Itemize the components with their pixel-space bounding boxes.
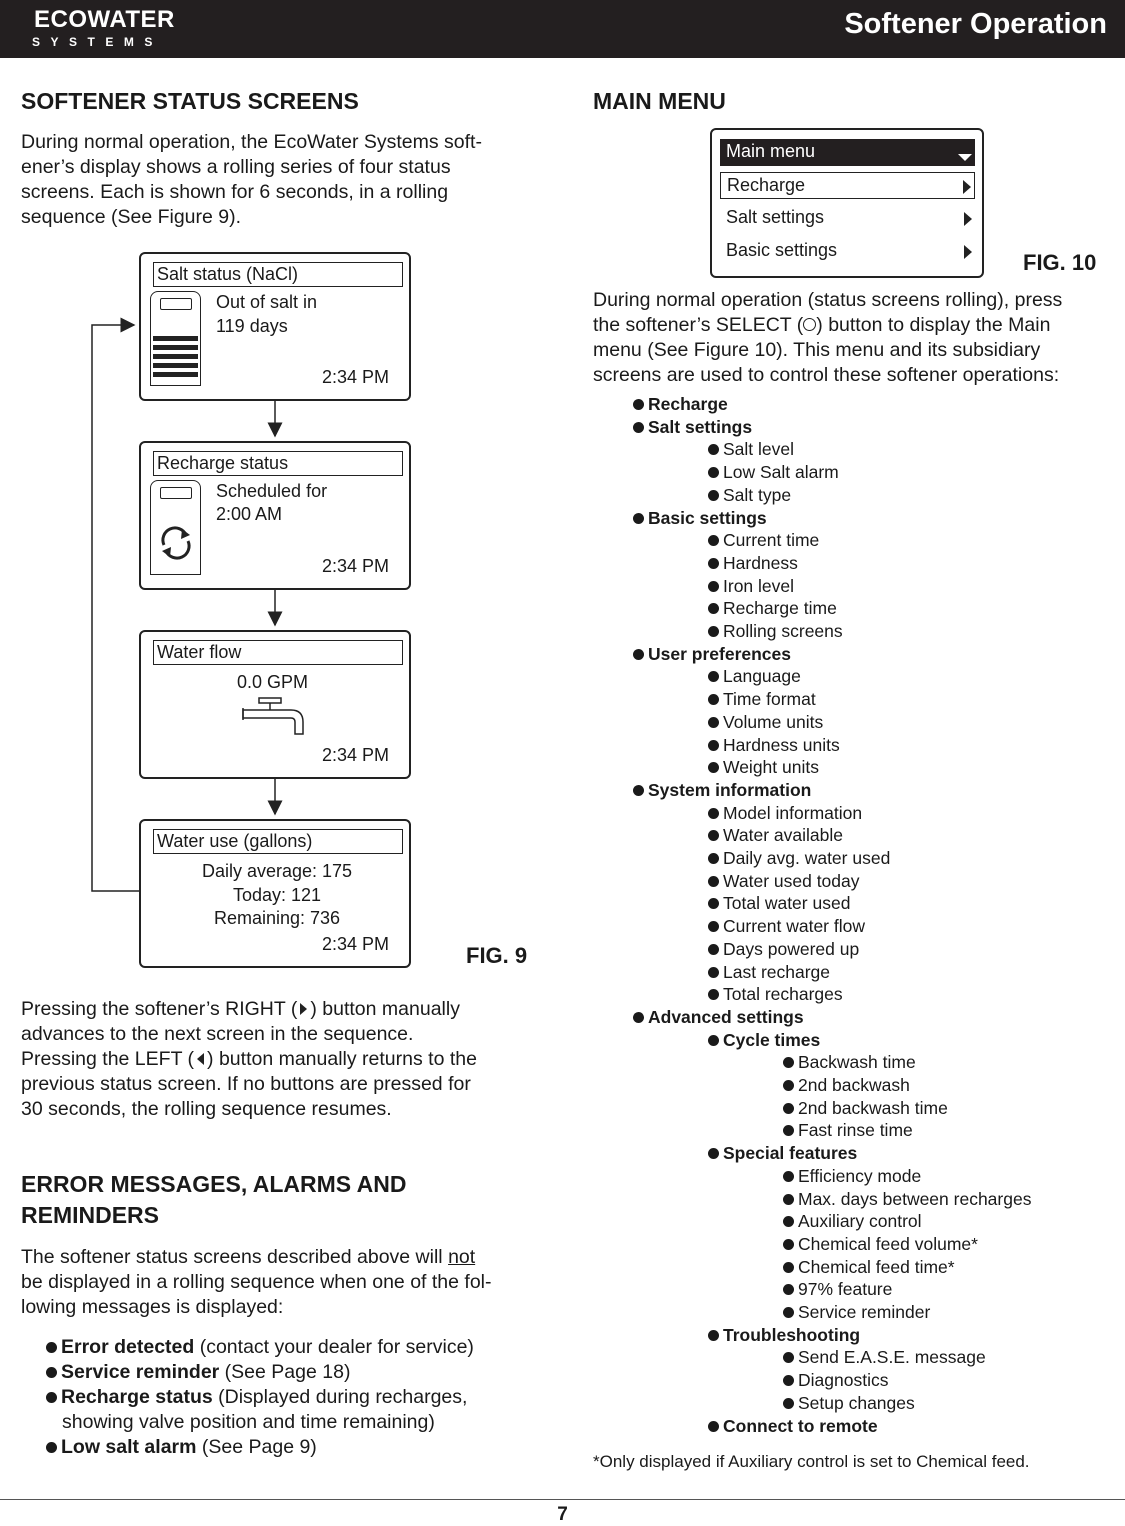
error-intro-paragraph: [21, 1245, 541, 1320]
menu-tree-item: [708, 688, 816, 710]
menu-tree-item: [783, 1051, 916, 1073]
menu-tree-item: [633, 1006, 804, 1028]
menu-tree-label: Backwash time: [798, 1052, 916, 1073]
menu-tree-label: Max. days between recharges: [798, 1188, 1032, 1209]
menu-tree-item: [783, 1256, 955, 1278]
bullet-icon: [708, 967, 719, 978]
bullet-icon: [708, 603, 719, 614]
menu-tree-item: [783, 1097, 948, 1119]
menu-tree-item: [708, 665, 801, 687]
menu-tree-item: [708, 756, 819, 778]
bullet-icon: [708, 808, 719, 819]
menu-tree-item: [783, 1233, 978, 1255]
figure-10-label: FIG. 10: [1023, 250, 1097, 275]
menu-tree-label: Total water used: [723, 893, 851, 914]
para-text: ) button manually: [310, 998, 460, 1020]
menu-tree-item: [708, 824, 843, 846]
menu-tree-label: Efficiency mode: [798, 1165, 922, 1186]
para-text: ) button to display the Main: [816, 314, 1051, 336]
bullet-icon: [783, 1194, 794, 1205]
screen-time: 2:34 PM: [321, 934, 389, 954]
para-line: During normal operation (status screens rolling), press: [593, 289, 1063, 311]
menu-tree-label: Time format: [723, 689, 816, 710]
menu-tree-item: [633, 416, 752, 438]
bullet-icon: [46, 1342, 57, 1353]
menu-tree-item: [783, 1165, 921, 1187]
arrow-right-icon: [963, 180, 971, 194]
recharge-status-line: 2:00 AM: [216, 504, 283, 524]
para-text: Pressing the LEFT (: [21, 1048, 195, 1070]
bullet-icon: [708, 1421, 719, 1432]
menu-tree-label: Advanced settings: [648, 1006, 804, 1027]
screen-time: 2:34 PM: [321, 556, 389, 576]
menu-tree-label: User preferences: [648, 643, 791, 664]
bullet-icon: [708, 944, 719, 955]
menu-tree-item: [708, 1029, 820, 1051]
menu-tree-item: [783, 1188, 1031, 1210]
bullet-icon: [633, 513, 644, 524]
menu-item-basic-settings[interactable]: Basic settings: [720, 238, 975, 265]
bullet-icon: [708, 1330, 719, 1341]
bullet-icon: [708, 1035, 719, 1046]
bullet-icon: [783, 1057, 794, 1068]
menu-tree-item: [783, 1119, 913, 1141]
menu-tree-item: [708, 870, 860, 892]
menu-tree-label: Chemical feed volume*: [798, 1233, 978, 1254]
select-button-icon: [803, 318, 816, 331]
menu-tree-label: Days powered up: [723, 938, 860, 959]
bullet-icon: [783, 1375, 794, 1386]
menu-tree-item: [708, 461, 839, 483]
menu-tree-label: Recharge: [648, 394, 728, 414]
bullet-icon: [708, 444, 719, 455]
menu-tree-item: [708, 711, 823, 733]
water-use-line: Today: 121: [232, 885, 322, 905]
menu-tree-label: 2nd backwash: [798, 1075, 910, 1095]
screen-time: 2:34 PM: [321, 745, 389, 765]
salt-tank-icon: [150, 291, 201, 386]
bullet-icon: [708, 762, 719, 773]
menu-tree-item: [708, 1324, 860, 1346]
recharge-cycle-icon: [156, 523, 196, 563]
para-line: During normal operation, the EcoWater Systems soft-: [21, 131, 482, 153]
menu-tree-label: Cycle times: [723, 1029, 821, 1050]
menu-title-bar: Main menu: [720, 139, 975, 166]
bullet-icon: [708, 694, 719, 705]
error-item: Error detected (contact your dealer for service): [46, 1335, 474, 1360]
menu-tree-label: Low Salt alarm: [723, 462, 839, 483]
bullet-icon: [633, 1012, 644, 1023]
bullet-icon: [708, 535, 719, 546]
bullet-icon: [708, 671, 719, 682]
menu-tree-item: [633, 507, 767, 529]
menu-tree-label: Water used today: [723, 870, 860, 891]
menu-tree-item: [708, 620, 843, 642]
bullet-icon: [46, 1367, 57, 1378]
menu-tree-item: [708, 938, 859, 960]
page-title: Softener Operation: [844, 8, 1107, 40]
menu-tree-item: [708, 961, 830, 983]
para-text: Pressing the softener’s RIGHT (: [21, 998, 298, 1020]
chevron-down-icon: [958, 154, 972, 161]
menu-tree-label: Auxiliary control: [798, 1211, 922, 1232]
menu-tree-label: Current water flow: [723, 916, 865, 937]
menu-tree-item: [708, 438, 794, 460]
menu-tree-label: 97% feature: [798, 1279, 893, 1300]
menu-tree-item: [708, 892, 850, 914]
menu-tree-item: [708, 983, 843, 1005]
menu-tree-label: Service reminder: [798, 1302, 931, 1322]
main-menu-screen: [710, 128, 984, 278]
para-line: screens. Each is shown for 6 seconds, in a rolling: [21, 181, 449, 203]
menu-tree-item: [708, 1142, 857, 1164]
para-line: advances to the next screen in the sequence.: [21, 1023, 414, 1045]
menu-tree-label: Special features: [723, 1143, 858, 1164]
menu-tree-item: [708, 484, 791, 506]
screen-title: Recharge status: [153, 451, 403, 476]
bullet-icon: [708, 989, 719, 1000]
recharge-tank-icon: [150, 480, 201, 575]
menu-tree-item: [783, 1392, 915, 1414]
brand-logo: ECOWATER: [34, 6, 175, 33]
salt-status-line: 119 days: [216, 316, 288, 336]
para-line: be displayed in a rolling sequence when one of the fol-: [21, 1271, 492, 1293]
menu-tree-item: [708, 915, 865, 937]
bullet-icon: [46, 1442, 57, 1453]
menu-tree-item: [783, 1301, 930, 1323]
footer-divider: [0, 1499, 1125, 1500]
salt-status-screen: [139, 252, 411, 401]
recharge-status-screen: [139, 441, 411, 590]
menu-tree-item: [708, 1415, 878, 1437]
para-line: screens are used to control these softener operations:: [593, 364, 1060, 386]
bullet-icon: [783, 1398, 794, 1409]
menu-tree-label: Total recharges: [723, 984, 843, 1005]
menu-tree-item: [708, 734, 840, 756]
screen-title: Water use (gallons): [153, 829, 403, 854]
bullet-icon: [783, 1103, 794, 1114]
arrow-right-icon: [964, 212, 972, 226]
menu-tree-label: Volume units: [723, 711, 824, 732]
menu-tree-item: [783, 1278, 892, 1300]
bullet-icon: [46, 1392, 57, 1403]
menu-tree-label: Recharge time: [723, 598, 837, 619]
bullet-icon: [633, 785, 644, 796]
error-item: Low salt alarm (See Page 9): [46, 1435, 317, 1460]
menu-tree-item: [783, 1346, 986, 1368]
brand-logo-sub: SYSTEMS: [32, 35, 163, 49]
bullet-icon: [783, 1171, 794, 1182]
para-line: lowing messages is displayed:: [21, 1296, 284, 1318]
menu-tree-item: [708, 597, 837, 619]
menu-tree-item: [708, 529, 819, 551]
menu-tree-label: Salt level: [723, 439, 795, 460]
menu-tree-label: Chemical feed time*: [798, 1256, 955, 1277]
navigation-paragraph: [21, 997, 541, 1122]
bullet-icon: [708, 490, 719, 501]
menu-tree-item: [633, 643, 791, 665]
recharge-status-line: Scheduled for: [216, 481, 328, 501]
menu-tree-item: [783, 1074, 910, 1096]
main-menu-heading: MAIN MENU: [593, 88, 726, 114]
faucet-icon: [241, 696, 311, 736]
bullet-icon: [783, 1352, 794, 1363]
para-line: previous status screen. If no buttons are pressed for: [21, 1073, 471, 1095]
screen-title: Water flow: [153, 640, 403, 665]
menu-tree-label: Hardness units: [723, 734, 840, 755]
menu-tree-label: Connect to remote: [723, 1415, 878, 1436]
error-item: Service reminder (See Page 18): [46, 1360, 350, 1385]
bullet-icon: [708, 717, 719, 728]
water-flow-value: 0.0 GPM: [237, 672, 309, 692]
menu-tree-label: 2nd backwash time: [798, 1097, 948, 1118]
menu-tree-label: Setup changes: [798, 1392, 915, 1413]
menu-tree-label: Iron level: [723, 575, 795, 596]
water-use-line: Daily average: 175: [201, 861, 353, 881]
menu-tree-label: Salt type: [723, 484, 792, 505]
status-screens-heading: SOFTENER STATUS SCREENS: [21, 88, 359, 114]
water-use-line: Remaining: 736: [213, 908, 341, 928]
bullet-icon: [783, 1239, 794, 1250]
menu-tree-label: Basic settings: [648, 507, 767, 528]
menu-tree-label: Daily avg. water used: [723, 848, 891, 868]
menu-tree-label: Water available: [723, 825, 843, 846]
footnote: *Only displayed if Auxiliary control is set to Chemical feed.: [593, 1452, 1030, 1471]
bullet-icon: [708, 740, 719, 751]
bullet-icon: [708, 921, 719, 932]
para-text: the softener’s SELECT (: [593, 314, 804, 336]
para-line: sequence (See Figure 9).: [21, 206, 242, 228]
screen-time: 2:34 PM: [321, 367, 389, 387]
menu-tree-label: Salt settings: [648, 416, 753, 437]
water-flow-screen: [139, 630, 411, 779]
bullet-icon: [708, 830, 719, 841]
screen-title: Salt status (NaCl): [153, 262, 403, 287]
bullet-icon: [708, 1148, 719, 1159]
figure-9-label: FIG. 9: [466, 943, 528, 968]
bullet-icon: [783, 1262, 794, 1273]
menu-tree-label: Last recharge: [723, 961, 831, 982]
para-text: The softener status screens described above will: [21, 1246, 449, 1268]
menu-tree-item: [633, 779, 811, 801]
para-line: menu (See Figure 10). This menu and its subsidiary: [593, 339, 1041, 361]
menu-tree-label: Language: [723, 666, 801, 687]
bullet-icon: [783, 1125, 794, 1136]
bullet-icon: [633, 399, 644, 410]
water-use-screen: [139, 819, 411, 968]
menu-item-salt-settings[interactable]: Salt settings: [720, 205, 975, 232]
menu-tree-label: Hardness: [723, 552, 798, 573]
menu-item-recharge[interactable]: Recharge: [720, 172, 975, 199]
menu-tree-label: Model information: [723, 802, 863, 823]
menu-tree-label: Troubleshooting: [723, 1324, 861, 1345]
menu-tree-label: Diagnostics: [798, 1370, 889, 1391]
bullet-icon: [708, 581, 719, 592]
error-heading: ERROR MESSAGES, ALARMS AND: [21, 1171, 407, 1197]
menu-tree-label: Weight units: [723, 757, 819, 778]
menu-tree-label: Send E.A.S.E. message: [798, 1347, 986, 1368]
menu-tree-item: [783, 1210, 922, 1232]
bullet-icon: [783, 1216, 794, 1227]
bullet-icon: [633, 422, 644, 433]
bullet-icon: [783, 1284, 794, 1295]
bullet-icon: [708, 467, 719, 478]
arrow-right-icon: [964, 245, 972, 259]
bullet-icon: [783, 1080, 794, 1091]
error-heading-cont: REMINDERS: [21, 1202, 160, 1228]
menu-tree-label: System information: [648, 779, 812, 800]
underlined-not: not: [448, 1246, 476, 1268]
bullet-icon: [708, 558, 719, 569]
menu-tree-label: Fast rinse time: [798, 1120, 913, 1141]
right-arrow-icon: [300, 1003, 307, 1015]
left-arrow-icon: [197, 1053, 204, 1065]
page-number: 7: [557, 1504, 568, 1525]
bullet-icon: [633, 649, 644, 660]
menu-tree-item: [708, 802, 862, 824]
error-item: Recharge status (Displayed during recharges,: [46, 1385, 467, 1410]
bullet-icon: [708, 626, 719, 637]
bullet-icon: [708, 898, 719, 909]
menu-tree-item: [708, 575, 794, 597]
salt-status-line: Out of salt in: [216, 292, 318, 312]
bullet-icon: [708, 853, 719, 864]
para-line: 30 seconds, the rolling sequence resumes.: [21, 1098, 392, 1120]
menu-tree-label: Current time: [723, 530, 820, 551]
error-item-cont: showing valve position and time remaining): [62, 1411, 435, 1433]
menu-tree-item: [783, 1369, 888, 1391]
para-text: ) button manually returns to the: [207, 1048, 477, 1070]
para-line: ener’s display shows a rolling series of four status: [21, 156, 451, 178]
bullet-icon: [708, 876, 719, 887]
menu-intro-paragraph: [593, 288, 1118, 388]
menu-tree-label: Rolling screens: [723, 621, 843, 641]
menu-tree-item: [708, 552, 798, 574]
menu-tree-item: [708, 847, 890, 869]
menu-tree-item: [633, 393, 728, 415]
bullet-icon: [783, 1307, 794, 1318]
